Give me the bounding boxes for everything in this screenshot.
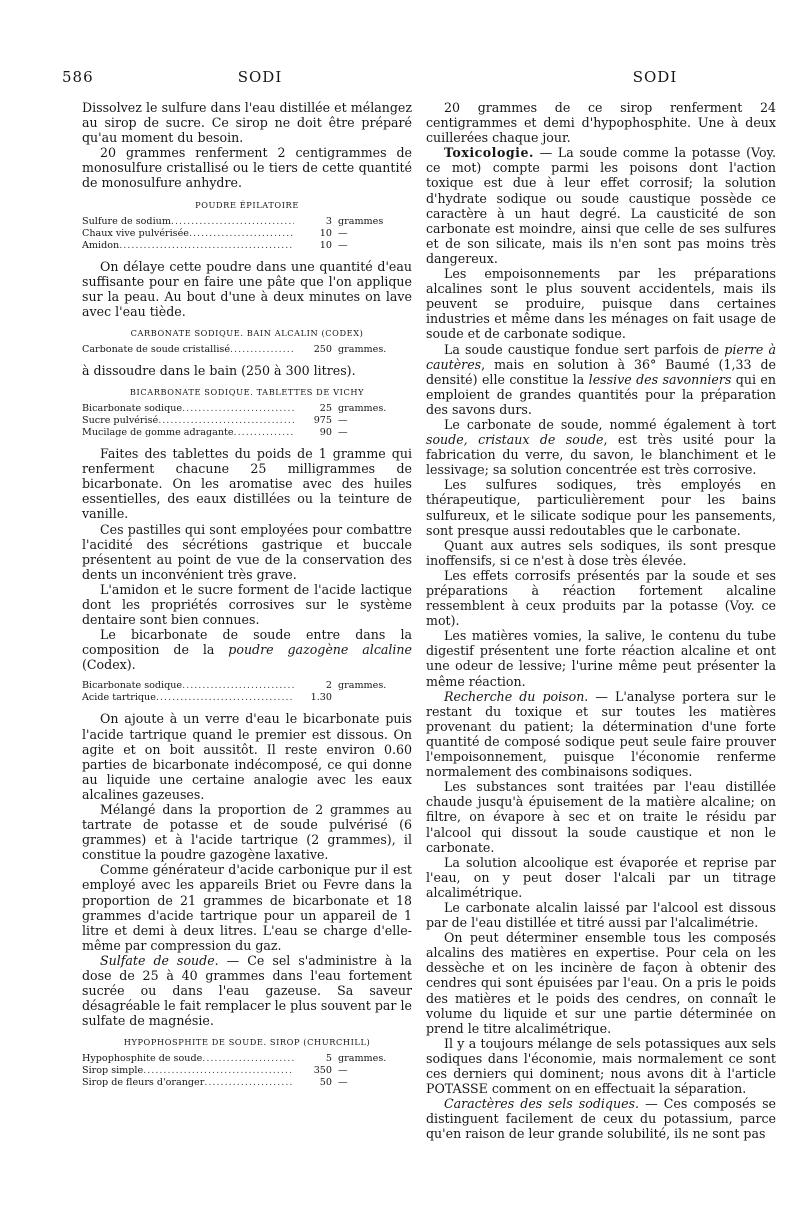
paragraph-text: On ajoute à un verre d'eau le bicarbonate puis l'acide tartrique quand le premier est dissous. On agite et on boit aussitôt. Il reste environ 0.60 parties de bicarbonate indécomposé, ce qui donne au liquide une certaine analogie avec les eaux alcalines gazeuses. xyxy=(82,711,412,802)
paragraph xyxy=(82,145,412,190)
paragraph-text: 20 grammes de ce sirop renferment 24 centigrammes et demi d'hypophosphite. Une à deux cuillerées chaque jour. xyxy=(426,100,776,146)
paragraph xyxy=(426,900,776,930)
ingredient-name: Bicarbonate sodique xyxy=(82,403,183,415)
ingredient-quantity: 1.30 xyxy=(310,692,332,704)
paragraph xyxy=(82,627,412,672)
ingredient-quantity: 25 xyxy=(319,403,332,415)
italic-term: soude, cristaux de soude xyxy=(426,432,604,448)
running-title-right: SODI xyxy=(632,68,678,86)
paragraph xyxy=(426,628,776,688)
paragraph-text: Les effets corrosifs présentés par la soude et ses préparations à réaction fortement alcaline ressemblent à ceux produits par la potasse (Voy. ce mot). xyxy=(426,567,776,629)
ingredient-unit: grammes. xyxy=(338,403,387,415)
dot-leader xyxy=(158,415,294,427)
ingredient-row xyxy=(82,415,412,427)
italic-term: lessive des savonniers xyxy=(588,371,732,387)
paragraph-text: — Ce sel s'administre à la dose de 25 à 40 grammes dans l'eau fortement sucrée ou dans l'eau gazeuse. Sa saveur désagréable le fait remplacer le plus souvent par le sulfate de magnésie. xyxy=(82,952,412,1029)
dot-leader xyxy=(189,228,294,240)
paragraph-text: L'amidon et le sucre forment de l'acide lactique dont les propriétés corrosives sur le système dentaire sont bien connues. xyxy=(82,581,412,628)
paragraph xyxy=(426,1096,776,1141)
paragraph-text: Le bicarbonate de soude entre dans la composition de la xyxy=(82,627,412,658)
paragraph-text: qui en emploient de grandes quantités pour la préparation des savons durs. xyxy=(426,371,776,417)
paragraph xyxy=(82,802,412,862)
paragraph xyxy=(426,855,776,900)
paragraph-text: Le carbonate de soude, nommé également à tort xyxy=(444,416,776,432)
paragraph-text: 20 grammes renferment 2 centigrammes de monosulfure cristallisé ou le tiers de cette quantité de monosulfure anhydre. xyxy=(82,145,412,191)
dot-leader xyxy=(204,1077,294,1089)
paragraph-text: à dissoudre dans le bain (250 à 300 litres). xyxy=(82,362,356,378)
ingredient-unit: — xyxy=(338,427,348,439)
ingredient-quantity: 50 xyxy=(319,1077,332,1089)
page-number: 586 xyxy=(62,68,94,86)
ingredient-quantity: 2 xyxy=(325,680,332,692)
paragraph xyxy=(82,100,412,145)
ingredient-row xyxy=(82,680,412,692)
ingredient-quantity: 10 xyxy=(319,239,332,251)
paragraph-text: La soude caustique fondue sert parfois de xyxy=(444,341,725,357)
dot-leader xyxy=(119,240,294,252)
italic-term: poudre gazogène alcaline xyxy=(228,642,412,658)
paragraph xyxy=(426,100,776,145)
ingredient-quantity: 250 xyxy=(313,343,332,355)
dot-leader xyxy=(182,680,294,692)
recipe-block xyxy=(82,680,412,704)
paragraph xyxy=(426,417,776,477)
ingredient-unit: — xyxy=(338,415,348,427)
paragraph xyxy=(426,342,776,417)
ingredient-name: Bicarbonate sodique xyxy=(82,680,183,692)
paragraph-text: , mais en solution à 36° Baumé (1,33 de densité) elle constitue la xyxy=(426,356,776,387)
ingredient-row xyxy=(82,1065,412,1077)
ingredient-row xyxy=(82,1077,412,1089)
section-heading: Recherche du poison. xyxy=(444,688,589,704)
ingredient-quantity: 10 xyxy=(319,227,332,239)
ingredient-name: Mucilage de gomme adragante xyxy=(82,427,234,439)
ingredient-list xyxy=(82,1053,412,1089)
paragraph-text: Ces pastilles qui sont employées pour combattre l'acidité des sécrétions gastrique et buccale présentent au point de vue de la conservation des dents un inconvénient très grave. xyxy=(82,521,412,582)
paragraph-text: — Ces composés se distinguent facilement de ceux du potassium, parce qu'en raison de leur grande solubilité, ils ne sont pas xyxy=(426,1096,776,1142)
dot-leader xyxy=(202,1053,294,1065)
section-heading: Sulfate de soude. xyxy=(100,952,219,968)
paragraph-text: On délaye cette poudre dans une quantité d'eau suffisante pour en faire une pâte que l'on applique sur la peau. Au bout d'une à deux minutes on lave avec l'eau tiède. xyxy=(82,258,412,319)
paragraph-text: Dissolvez le sulfure dans l'eau distillée et mélangez au sirop de sucre. Ce sirop ne doit être préparé qu'au moment du besoin. xyxy=(82,100,412,146)
ingredient-name: Chaux vive pulvérisée xyxy=(82,227,189,239)
ingredient-unit: grammes. xyxy=(338,343,387,355)
ingredient-quantity: 975 xyxy=(313,415,332,427)
recipe-block xyxy=(82,1037,412,1089)
paragraph-text: La solution alcoolique est évaporée et reprise par l'eau, on y peut doser l'alcali par un titrage alcalimétrique. xyxy=(426,854,776,900)
recipe-title: CARBONATE SODIQUE. BAIN ALCALIN (CODEX) xyxy=(130,327,364,338)
paragraph xyxy=(82,522,412,582)
italic-term: pierre à cautères xyxy=(426,341,776,372)
dot-leader xyxy=(230,344,294,356)
ingredient-name: Amidon xyxy=(82,239,120,251)
ingredient-name: Sucre pulvérisé xyxy=(82,415,159,427)
paragraph xyxy=(82,582,412,627)
paragraph-text: Comme générateur d'acide carbonique pur il est employé avec les appareils Briet ou Fevre dans la proportion de 21 grammes de bicarbonate et 18 grammes d'acide tartrique pour un appareil de 1 litre et demi à deux litres. L'eau se charge d'elle-même par compression du gaz. xyxy=(82,862,412,953)
paragraph-text: Mélangé dans la proportion de 2 grammes au tartrate de potasse et de soude pulvérisé (6 grammes) et à l'acide tartrique (2 grammes), il constitue la poudre gazogène laxative. xyxy=(82,802,412,863)
ingredient-list xyxy=(82,216,412,252)
paragraph xyxy=(426,145,776,266)
paragraph xyxy=(426,266,776,341)
dot-leader xyxy=(182,403,294,415)
paragraph-text: Les sulfures sodiques, très employés en thérapeutique, particulièrement pour les bains sulfureux, et le silicate sodique pour les pansements, sont presque aussi redoutables que le carbonate. xyxy=(426,477,776,538)
recipe-title: POUDRE ÉPILATOIRE xyxy=(195,199,299,210)
paragraph xyxy=(82,711,412,802)
ingredient-list xyxy=(82,403,412,439)
paragraph xyxy=(426,930,776,1036)
ingredient-quantity: 5 xyxy=(325,1053,332,1065)
paragraph-text: Quant aux autres sels sodiques, ils sont presque inoffensifs, si ce n'est à dose très élevée. xyxy=(426,537,776,568)
ingredient-row xyxy=(82,228,412,240)
paragraph-text: (Codex). xyxy=(82,657,136,673)
paragraph-text: Il y a toujours mélange de sels potassiques aux sels sodiques dans l'économie, mais normalement ce sont ces derniers qui dominent; nous avons dit à l'article POTASSE comment on en effectuait la séparation. xyxy=(426,1035,776,1097)
paragraph xyxy=(426,477,776,537)
ingredient-unit: — xyxy=(338,1065,348,1077)
recipe-block xyxy=(82,387,412,439)
ingredient-unit: grammes. xyxy=(338,1053,387,1065)
ingredient-name: Acide tartrique xyxy=(82,692,156,704)
ingredient-unit: — xyxy=(338,1077,348,1089)
paragraph xyxy=(82,862,412,953)
dot-leader xyxy=(143,1065,294,1077)
paragraph-text: — L'analyse portera sur le restant du toxique et sur toutes les matières provenant du patient; la détermination d'une forte quantité de composé sodique peut seule faire prouver l'empoisonnement, puisque l'économie renferme normalement des combinaisons sodiques. xyxy=(426,688,776,780)
paragraph xyxy=(426,1036,776,1096)
ingredient-quantity: 3 xyxy=(325,215,332,227)
dot-leader xyxy=(171,216,294,228)
ingredient-unit: — xyxy=(338,239,348,251)
ingredient-row xyxy=(82,240,412,252)
ingredient-list xyxy=(82,680,412,704)
running-title-left: SODI xyxy=(237,68,283,86)
running-header xyxy=(0,68,800,92)
ingredient-row xyxy=(82,692,412,704)
ingredient-name: Sulfure de sodium xyxy=(82,215,171,227)
ingredient-name: Carbonate de soude cristallisé xyxy=(82,343,230,355)
paragraph-text: Faites des tablettes du poids de 1 gramme qui renferment chacune 25 milligrammes de bicarbonate. On les aromatise avec des huiles essentielles, des eaux distillées ou la teinture de vanille. xyxy=(82,446,412,522)
paragraph xyxy=(426,568,776,628)
ingredient-quantity: 90 xyxy=(319,427,332,439)
ingredient-name: Sirop simple xyxy=(82,1065,144,1077)
ingredient-row xyxy=(82,427,412,439)
section-keyword: Toxicologie. xyxy=(444,145,534,161)
paragraph xyxy=(426,779,776,854)
ingredient-row xyxy=(82,344,412,356)
right-column xyxy=(426,100,776,1141)
recipe-block xyxy=(82,200,412,252)
paragraph-text: On peut déterminer ensemble tous les composés alcalins des matières en expertise. Pour cela on les dessèche et on les incinère de façon à obtenir des cendres qui sont épuisées par l'eau. On a pris le poids des matières et le poids des cendres, on connaît le volume du liquide et sur une partie déterminée on prend le titre alcalimétrique. xyxy=(426,930,776,1036)
paragraph-text: — La soude comme la potasse (Voy. ce mot) compte parmi les poisons dont l'action toxique est due à leur effet corrosif; la solution d'hydrate sodique ou soude caustique possède ce caractère à un haut degré. La causticité de son carbonate est moindre, ainsi que celle de ses sulfures et de son silicate, mais ils n'en sont pas moins très dangereux. xyxy=(426,145,776,266)
ingredient-unit: — xyxy=(338,227,348,239)
paragraph-text: Le carbonate alcalin laissé par l'alcool est dissous par de l'eau distillée et titré aussi par l'alcalimétrie. xyxy=(426,899,776,931)
paragraph-text: Les empoisonnements par les préparations alcalines sont le plus souvent accidentels, mais ils peuvent se produire, puisque dans certaines industries et même dans les ménages on fait usage de soude et de carbonate sodique. xyxy=(426,266,776,342)
ingredient-unit: grammes. xyxy=(338,680,387,692)
paragraph-text: Les substances sont traitées par l'eau distillée chaude jusqu'à épuisement de la matière alcaline; on filtre, on évapore à sec et on traite le résidu par l'alcool qui dissout la soude caustique et non le carbonate. xyxy=(426,779,776,855)
recipe-title: HYPOPHOSPHITE DE SOUDE. SIROP (CHURCHILL) xyxy=(123,1037,371,1048)
ingredient-quantity: 350 xyxy=(313,1065,332,1077)
ingredient-list xyxy=(82,344,412,356)
recipe-title: BICARBONATE SODIQUE. TABLETTES DE VICHY xyxy=(129,387,365,398)
dot-leader xyxy=(234,427,294,439)
paragraph-text: Les matières vomies, la salive, le contenu du tube digestif présentent une forte réaction alcaline et ont une odeur de lessive; l'urine même peut présenter la même réaction. xyxy=(426,628,776,689)
section-heading: Caractères des sels sodiques. xyxy=(444,1096,640,1112)
paragraph xyxy=(82,259,412,319)
paragraph xyxy=(82,363,412,378)
ingredient-name: Hypophosphite de soude xyxy=(82,1053,203,1065)
ingredient-row xyxy=(82,403,412,415)
paragraph xyxy=(82,446,412,521)
paragraph xyxy=(82,953,412,1028)
paragraph xyxy=(426,689,776,780)
recipe-block xyxy=(82,328,412,356)
ingredient-row xyxy=(82,216,412,228)
paragraph xyxy=(426,538,776,568)
ingredient-name: Sirop de fleurs d'oranger xyxy=(82,1077,205,1089)
ingredient-row xyxy=(82,1053,412,1065)
left-column xyxy=(82,100,412,1096)
ingredient-unit: grammes xyxy=(338,215,384,227)
paragraph-text: , est très usité pour la fabrication du verre, du savon, le blanchiment et le lessivage; sa solution concentrée est très corrosive. xyxy=(426,432,777,478)
dot-leader xyxy=(156,692,294,704)
